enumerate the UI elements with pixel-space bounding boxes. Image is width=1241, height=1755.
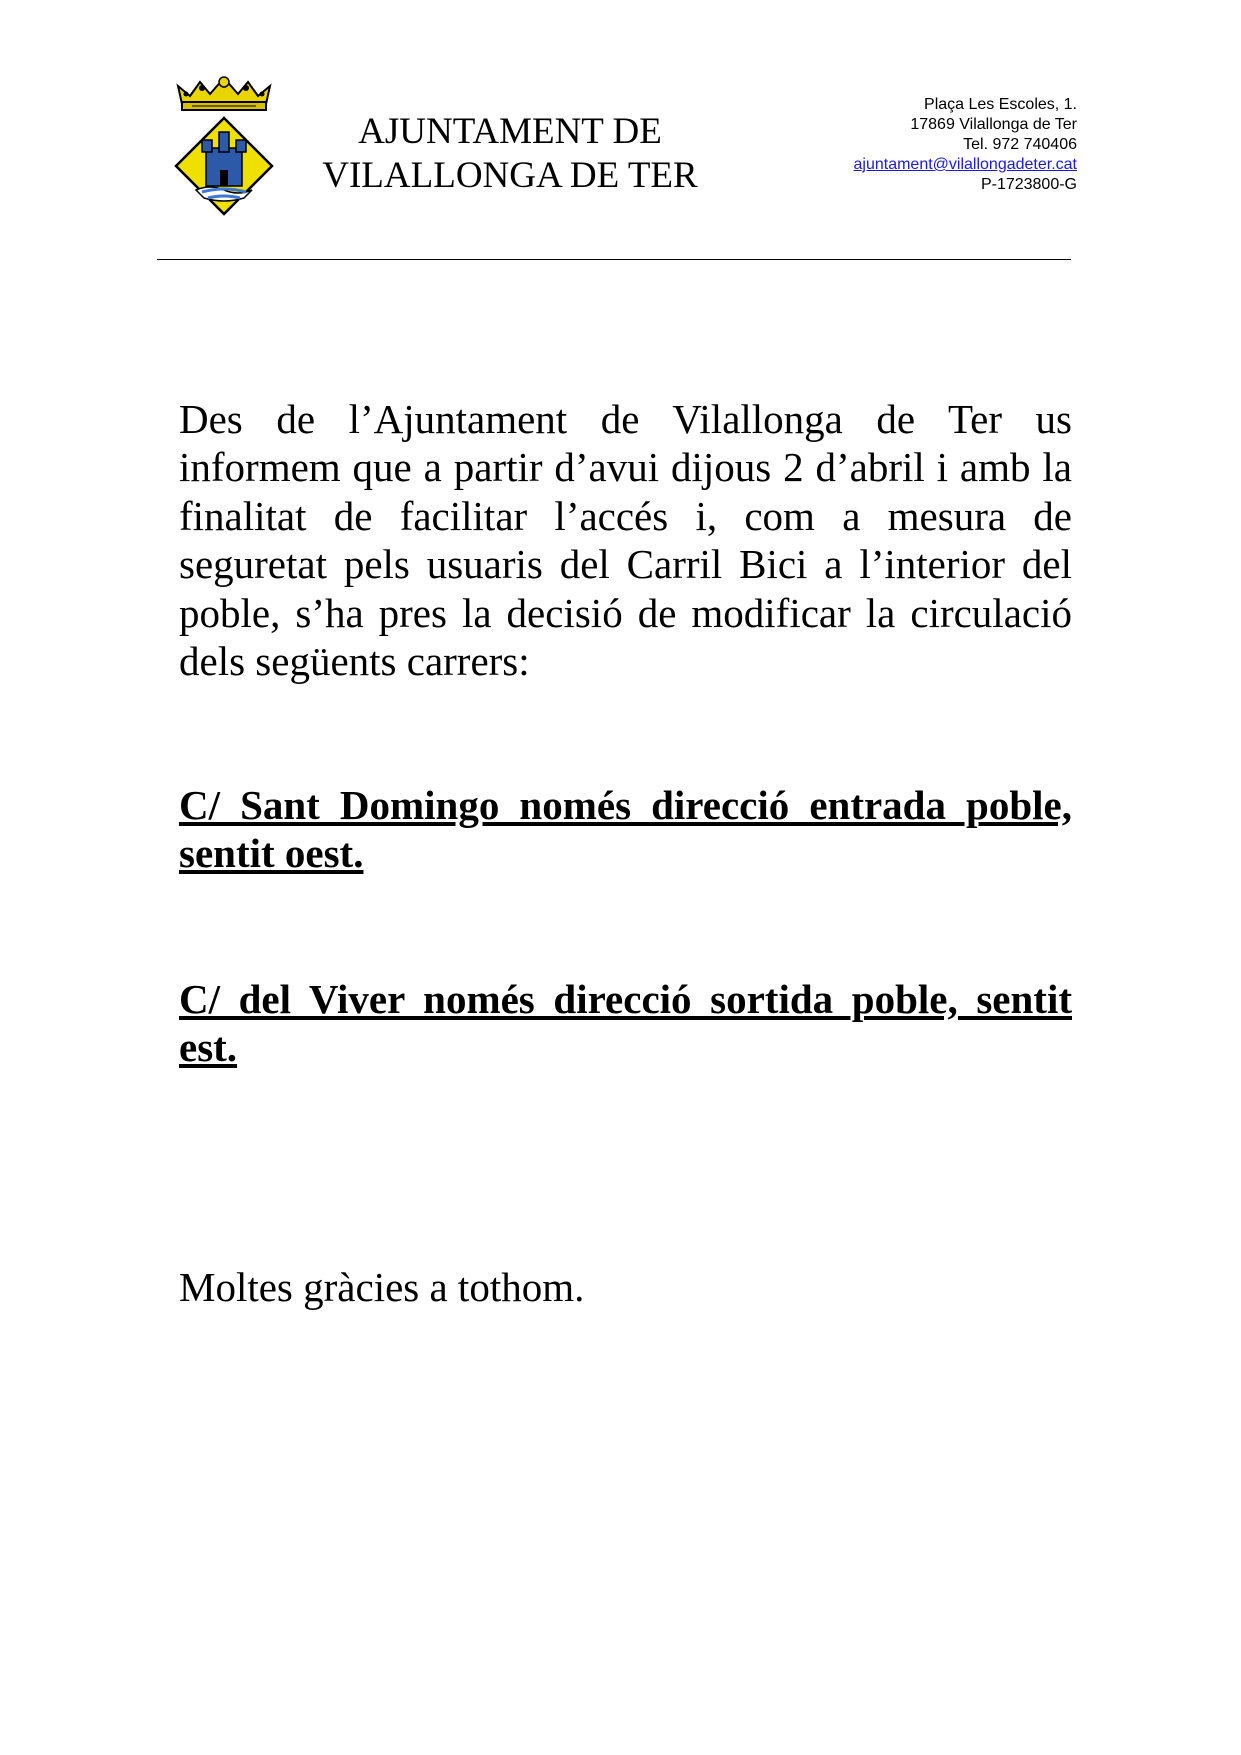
address-city: 17869 Vilallonga de Ter bbox=[910, 116, 1077, 133]
contact-block bbox=[854, 95, 1078, 195]
phone-number: Tel. 972 740406 bbox=[963, 136, 1077, 153]
municipal-coat-of-arms-icon bbox=[172, 74, 276, 216]
header-divider bbox=[157, 259, 1071, 260]
email-link[interactable]: ajuntament@vilallongadeter.cat bbox=[853, 156, 1077, 173]
title-line-1: AJUNTAMENT DE bbox=[358, 111, 662, 152]
crown-icon bbox=[178, 77, 270, 110]
street-notice-viver: C/ del Viver només direcció sortida poble, sentit est. bbox=[179, 976, 1072, 1071]
tax-id: P-1723800-G bbox=[980, 176, 1077, 193]
notice-paragraph: Des de l’Ajuntament de Vilallonga de Ter us informem que a partir d’avui dijous 2 d’abril i amb la finalitat de facilitar l’accés i, com a mesura de seguretat pels usuaris del Carril Bici a l’interior del poble, s’ha pres la decisió de modificar la circulació dels següents carrers: bbox=[179, 396, 1072, 685]
closing-text: Moltes gràcies a tothom. bbox=[179, 1264, 585, 1310]
address-street: Plaça Les Escoles, 1. bbox=[924, 96, 1077, 113]
title-line-2: VILALLONGA DE TER bbox=[322, 155, 698, 196]
shield-icon bbox=[176, 118, 272, 214]
page-title bbox=[300, 110, 720, 198]
street-notice-sant-domingo: C/ Sant Domingo només direcció entrada poble, sentit oest. bbox=[179, 782, 1072, 877]
